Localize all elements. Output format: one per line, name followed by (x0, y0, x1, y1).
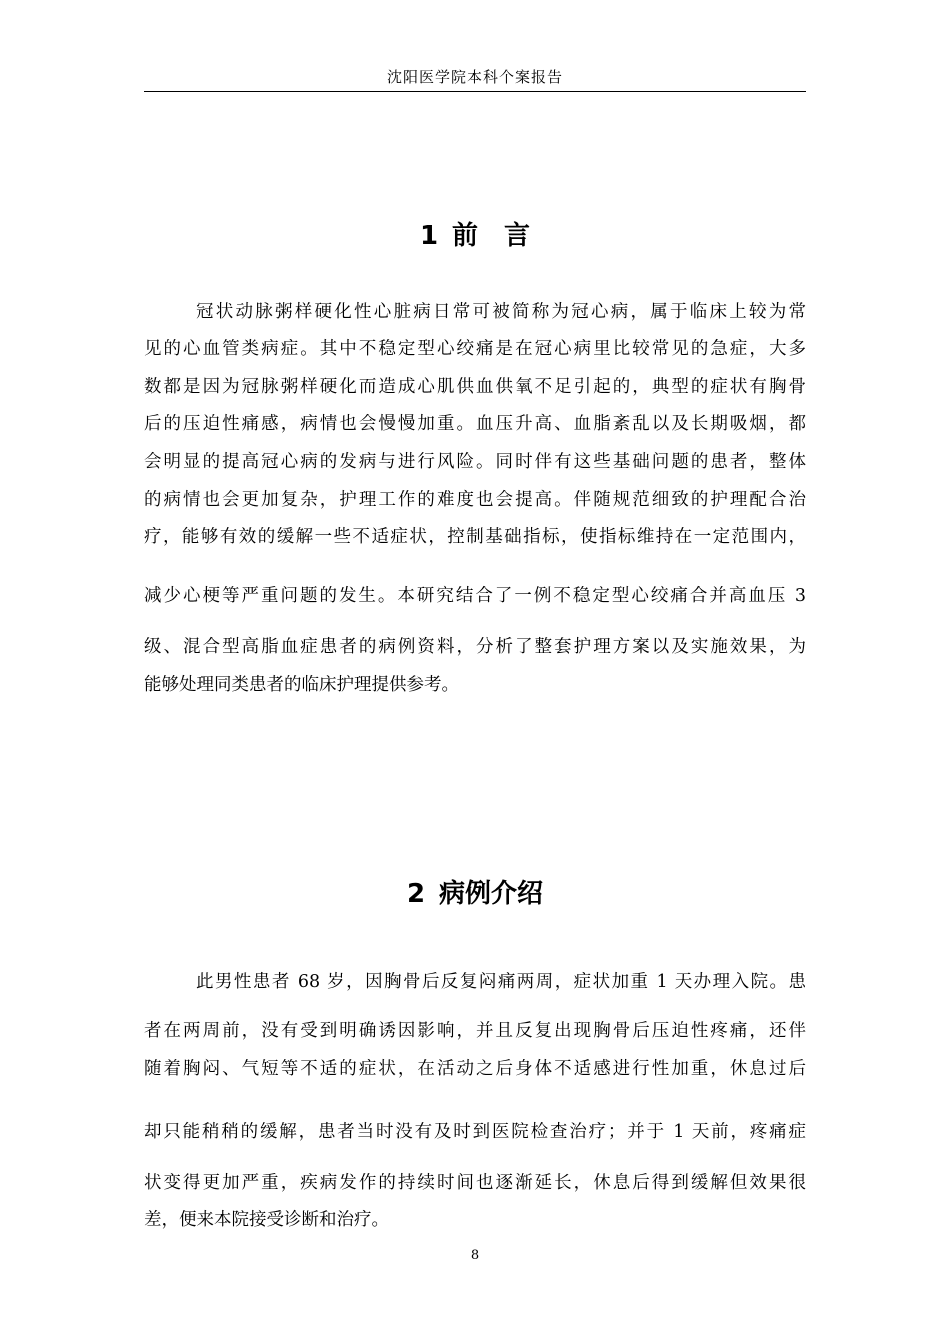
paragraph-line: 能够处理同类患者的临床护理提供参考。 (144, 675, 459, 695)
paragraph-line: 后的压迫性痛感，病情也会慢慢加重。血压升高、血脂紊乱以及长期吸烟，都 (144, 414, 806, 434)
section-number: 2 (406, 879, 426, 909)
paragraph-line: 差，便来本院接受诊断和治疗。 (144, 1210, 389, 1230)
section-title: 前 言 (452, 221, 531, 251)
section-heading-case (144, 873, 806, 910)
paragraph-line: 的病情也会更加复杂，护理工作的难度也会提高。伴随规范细致的护理配合治 (144, 490, 806, 510)
section-number: 1 (419, 221, 439, 251)
section-heading-preface (144, 215, 806, 252)
page-number: 8 (470, 1248, 480, 1263)
paragraph-line: 数都是因为冠脉粥样硬化而造成心肌供血供氧不足引起的，典型的症状有胸骨 (144, 377, 806, 397)
paragraph-line: 此男性患者 68 岁，因胸骨后反复闷痛两周，症状加重 1 天办理入院。患 (196, 972, 806, 992)
running-header: 沈阳医学院本科个案报告 (386, 68, 563, 86)
paragraph-line: 者在两周前，没有受到明确诱因影响，并且反复出现胸骨后压迫性疼痛，还伴 (144, 1021, 806, 1041)
paragraph-line: 会明显的提高冠心病的发病与进行风险。同时伴有这些基础问题的患者，整体 (144, 452, 806, 472)
paragraph-line: 见的心血管类病症。其中不稳定型心绞痛是在冠心病里比较常见的急症，大多 (144, 339, 806, 359)
section-title: 病例介绍 (439, 879, 544, 909)
paragraph-line: 减少心梗等严重问题的发生。本研究结合了一例不稳定型心绞痛合并高血压 3 (144, 586, 806, 606)
paragraph-line: 疗，能够有效的缓解一些不适症状，控制基础指标，使指标维持在一定范围内， (144, 527, 806, 547)
paragraph-line: 状变得更加严重，疾病发作的持续时间也逐渐延长，休息后得到缓解但效果很 (144, 1173, 806, 1193)
header-rule (144, 91, 806, 92)
paragraph-line: 冠状动脉粥样硬化性心脏病日常可被简称为冠心病，属于临床上较为常 (196, 302, 806, 322)
paragraph-line: 却只能稍稍的缓解，患者当时没有及时到医院检查治疗；并于 1 天前，疼痛症 (144, 1122, 806, 1142)
paragraph-line: 级、混合型高脂血症患者的病例资料，分析了整套护理方案以及实施效果，为 (144, 637, 806, 657)
paragraph-line: 随着胸闷、气短等不适的症状，在活动之后身体不适感进行性加重，休息过后 (144, 1059, 806, 1079)
